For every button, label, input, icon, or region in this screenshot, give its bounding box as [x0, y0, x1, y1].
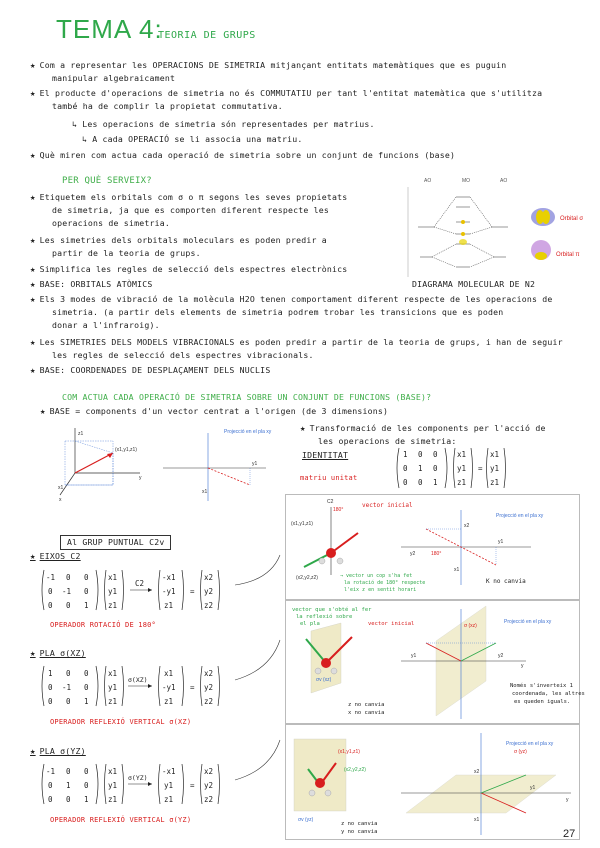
- svg-text:0: 0: [48, 697, 53, 706]
- xz-vec-initial: vector inicial: [368, 621, 415, 627]
- svg-text:180°: 180°: [431, 551, 442, 557]
- star-icon: ★: [30, 747, 36, 757]
- svg-text:0: 0: [66, 795, 71, 804]
- mo-col-label: AO: [424, 178, 432, 184]
- svg-text:0: 0: [48, 683, 53, 692]
- svg-text:-x1: -x1: [162, 767, 176, 776]
- intro-line-6: ↳ A cada OPERACIÓ se li associa una matriu.: [82, 134, 303, 144]
- svg-text:1: 1: [84, 601, 89, 610]
- page-subtitle: TEORIA DE GRUPS: [158, 30, 256, 41]
- svg-text:1: 1: [66, 781, 71, 790]
- yz-matrix: [40, 760, 235, 810]
- intro-line-2: manipular algebraicament: [52, 73, 176, 83]
- svg-text:1: 1: [84, 697, 89, 706]
- xz-plane-label: σv (xz): [316, 677, 332, 683]
- xz-caption: OPERADOR REFLEXIÓ VERTICAL σ(XZ): [50, 718, 192, 726]
- page-title: TEMA 4:: [56, 14, 163, 44]
- star-icon: ★: [30, 236, 36, 246]
- c2-proj-label: Projecció en el pla xy: [496, 513, 544, 519]
- svg-text:y1: y1: [411, 653, 417, 659]
- svg-text:z2: z2: [204, 795, 214, 804]
- svg-text:z1: z1: [108, 697, 118, 706]
- yz-c2: (x2,y2,z2): [344, 767, 366, 773]
- c2-coord1: (x1,y1,z1): [291, 521, 313, 527]
- star-icon: ★: [30, 649, 36, 659]
- why-line: ★ BASE: COORDENADES DE DESPLAÇAMENT DELS NUCLIS: [30, 365, 271, 376]
- yz-y-nc: y no canvia: [341, 829, 378, 835]
- why-line: ★ Els 3 modes de vibració de la molècula H2O tenen comportament diferent respecte de les operacions de: [30, 294, 553, 305]
- svg-text:0: 0: [48, 601, 53, 610]
- mo-diagram-caption: DIAGRAMA MOLECULAR DE N2: [412, 279, 536, 289]
- svg-text:0: 0: [84, 587, 89, 596]
- svg-text:1: 1: [403, 450, 408, 459]
- xz-note-right1: Només s'inverteix 1: [510, 683, 573, 689]
- svg-text:-1: -1: [62, 683, 72, 692]
- svg-text:C2: C2: [327, 499, 334, 505]
- group-heading: Al GRUP PUNTUAL C2v: [60, 535, 171, 550]
- svg-text:y1: y1: [108, 683, 118, 692]
- svg-text:x2: x2: [464, 523, 470, 529]
- xz-title: ★ PLA σ(XZ): [30, 648, 86, 659]
- identity-matrix: [395, 445, 515, 491]
- svg-text:-1: -1: [46, 767, 56, 776]
- star-icon: ★: [30, 151, 36, 161]
- xz-op-label: σ(XZ): [128, 676, 148, 684]
- mo-col-label: AO: [500, 178, 508, 184]
- yz-z-nc: z no canvia: [341, 821, 378, 827]
- xz-matrix: [40, 662, 235, 712]
- svg-text:y1: y1: [164, 781, 174, 790]
- svg-text:y2: y2: [410, 551, 416, 557]
- axes-3d-svg: [55, 423, 145, 503]
- xz-note-top3: el pla: [300, 621, 320, 627]
- svg-text:y2: y2: [204, 683, 214, 692]
- svg-text:y2: y2: [204, 587, 214, 596]
- xz-proj-label: Projecció en el pla xy: [504, 619, 552, 625]
- svg-text:0: 0: [403, 478, 408, 487]
- yz-plane-label: σv (yz): [298, 817, 314, 823]
- svg-text:-y1: -y1: [162, 683, 176, 692]
- star-icon: ★: [30, 89, 36, 99]
- yz-proj-plane: σ (yz): [514, 749, 527, 755]
- svg-text:0: 0: [66, 573, 71, 582]
- svg-text:y1: y1: [108, 587, 118, 596]
- mo-diagram: [400, 172, 584, 282]
- why-line: donar a l'infraroig).: [52, 320, 160, 330]
- svg-text:x1: x1: [58, 485, 64, 491]
- transform-line-2: les operacions de simetria:: [318, 436, 457, 446]
- svg-text:x1: x1: [202, 489, 208, 495]
- svg-text:x1: x1: [108, 573, 118, 582]
- svg-text:y1: y1: [498, 539, 504, 545]
- connector-arrows: [230, 540, 290, 820]
- projection-xy-svg: [158, 423, 272, 503]
- vec-coord-label: (x1,y1,z1): [115, 447, 137, 453]
- svg-text:0: 0: [403, 464, 408, 473]
- svg-text:0: 0: [433, 450, 438, 459]
- why-line: partir de la teoria de grups.: [52, 248, 201, 258]
- svg-text:z1: z1: [457, 478, 467, 487]
- mo-diagram-svg: [400, 172, 584, 282]
- yz-matrix-svg: [40, 760, 235, 810]
- svg-text:-x1: -x1: [162, 573, 176, 582]
- star-icon: ★: [30, 338, 36, 348]
- xz-note-right2: coordenada, les altres: [512, 691, 585, 697]
- xz-figure-svg: [286, 601, 585, 723]
- page-number: 27: [563, 828, 576, 840]
- identity-matrix-svg: [395, 445, 515, 491]
- svg-text:y1: y1: [530, 785, 536, 791]
- svg-text:z2: z2: [204, 601, 214, 610]
- svg-text:0: 0: [48, 795, 53, 804]
- identity-matrix-label: matriu unitat: [300, 474, 358, 482]
- transform-line: ★ Transformació de les components per l'acció de: [300, 423, 546, 434]
- svg-text:z1: z1: [164, 795, 174, 804]
- yz-op-label: σ(YZ): [128, 774, 148, 782]
- svg-text:0: 0: [66, 669, 71, 678]
- why-line: ★ BASE: ORBITALS ATÒMICS: [30, 279, 153, 290]
- why-line: operacions de simetria.: [52, 218, 170, 228]
- svg-text:z1: z1: [108, 795, 118, 804]
- c2-note3: l'eix z en sentit horari: [344, 587, 417, 593]
- svg-text:0: 0: [84, 669, 89, 678]
- why-line: de simetria, ja que es comporten diferent respecte les: [52, 205, 329, 215]
- orbital-sigma-label: Orbital σ: [560, 216, 584, 222]
- intro-line-7: ★ Què miren com actua cada operació de simetria sobre un conjunt de funcions (base): [30, 150, 456, 161]
- axes-3d-figure: [55, 423, 145, 503]
- svg-text:z1: z1: [108, 601, 118, 610]
- star-icon: ★: [30, 280, 36, 290]
- xz-x-nc: x no canvia: [348, 710, 385, 716]
- svg-text:-1: -1: [62, 587, 72, 596]
- yz-figure-svg: [286, 725, 579, 839]
- svg-text:x2: x2: [204, 767, 214, 776]
- proj-label: Projecció en el pla xy: [224, 429, 272, 435]
- yz-figure-box: [285, 724, 580, 840]
- xz-note-top2: la reflexió sobre: [296, 614, 353, 620]
- c2-note2: la rotació de 180° respecte: [344, 580, 426, 586]
- svg-text:=: =: [190, 781, 195, 790]
- svg-text:0: 0: [84, 683, 89, 692]
- intro-line-4: també ha de complir la propietat commutativa.: [52, 101, 283, 111]
- star-icon: ★: [30, 193, 36, 203]
- xz-matrix-svg: [40, 662, 235, 712]
- orbital-pi-label: Orbital π: [556, 252, 580, 258]
- xz-note-top1: vector que s'obté al fer: [292, 607, 372, 613]
- mo-col-label: MO: [462, 178, 471, 184]
- svg-text:x2: x2: [204, 669, 214, 678]
- svg-text:y1: y1: [108, 781, 118, 790]
- yz-title: ★ PLA σ(YZ): [30, 746, 86, 757]
- svg-text:0: 0: [48, 781, 53, 790]
- base-line: ★ BASE = components d'un vector centrat a l'origen (de 3 dimensions): [40, 406, 389, 417]
- svg-text:-1: -1: [46, 573, 56, 582]
- svg-text:=: =: [190, 587, 195, 596]
- svg-text:y1: y1: [457, 464, 467, 473]
- svg-text:-y1: -y1: [162, 587, 176, 596]
- c2-figure-box: [285, 494, 580, 600]
- svg-text:x2: x2: [474, 769, 480, 775]
- svg-text:0: 0: [66, 697, 71, 706]
- why-line: les regles de selecció dels espectres vibracionals.: [52, 350, 314, 360]
- intro-line-3: ★ El producte d'operacions de simetria no és COMMUTATIU per tant l'entitat matemàtica que s'utilitza: [30, 88, 543, 99]
- c2-caption: OPERADOR ROTACIÓ DE 180°: [50, 621, 156, 629]
- svg-text:0: 0: [66, 601, 71, 610]
- svg-text:0: 0: [66, 767, 71, 776]
- svg-text:1: 1: [84, 795, 89, 804]
- why-line: ★ Simplifica les regles de selecció dels espectres electrònics: [30, 264, 348, 275]
- svg-text:1: 1: [433, 478, 438, 487]
- star-icon: ★: [30, 61, 36, 71]
- svg-text:σ (xz): σ (xz): [464, 623, 477, 629]
- c2-title: ★ EIXOS C2: [30, 551, 81, 562]
- star-icon: ★: [30, 366, 36, 376]
- star-icon: ★: [30, 265, 36, 275]
- svg-text:x1: x1: [457, 450, 467, 459]
- why-heading: PER QUÈ SERVEIX?: [62, 176, 152, 186]
- svg-text:y: y: [139, 475, 142, 481]
- yz-proj-label: Projecció en el pla xy: [506, 741, 554, 747]
- projection-xy-figure: [158, 423, 272, 503]
- svg-text:x: x: [59, 497, 62, 503]
- why-line: ★ Etiquetem els orbitals com σ o π segons les seves propietats: [30, 192, 348, 203]
- svg-text:1: 1: [48, 669, 53, 678]
- xz-note-right3: es queden iguals.: [514, 699, 571, 705]
- intro-line-5: ↳ Les operacions de simetria són representades per matrius.: [72, 119, 375, 129]
- svg-text:=: =: [190, 683, 195, 692]
- star-icon: ★: [300, 424, 306, 434]
- svg-text:y: y: [521, 663, 524, 669]
- svg-text:x2: x2: [204, 573, 214, 582]
- svg-text:y2: y2: [498, 653, 504, 659]
- svg-text:z1: z1: [490, 478, 500, 487]
- star-icon: ★: [30, 552, 36, 562]
- identity-label: IDENTITAT: [302, 450, 349, 460]
- intro-line-1: ★ Com a representar les OPERACIONS DE SIMETRIA mitjançant entitats matemàtiques que es puguin: [30, 60, 507, 71]
- svg-text:x1: x1: [108, 669, 118, 678]
- c2-coord2: (x2,y2,z2): [296, 575, 318, 581]
- why-line: simetria. (a partir dels elements de simetria podrem trobar les transicions que es poden: [52, 307, 504, 317]
- svg-text:0: 0: [84, 781, 89, 790]
- functions-heading: COM ACTUA CADA OPERACIÓ DE SIMETRIA SOBRE UN CONJUNT DE FUNCIONS (BASE)?: [62, 392, 432, 402]
- svg-text:0: 0: [48, 587, 53, 596]
- svg-text:0: 0: [418, 450, 423, 459]
- svg-text:y1: y1: [490, 464, 500, 473]
- svg-text:y1: y1: [252, 461, 258, 467]
- c2-matrix: [40, 566, 235, 616]
- c2-matrix-svg: [40, 566, 235, 616]
- c2-no-change: K no canvia: [486, 578, 526, 585]
- c2-vec-initial: vector inicial: [362, 502, 413, 509]
- svg-text:z1: z1: [164, 697, 174, 706]
- svg-text:=: =: [478, 464, 483, 473]
- why-line: ★ Les SIMETRIES DELS MODELS VIBRACIONALS es poden predir a partir de la teoria de grups, i han de seguir: [30, 337, 563, 348]
- svg-text:x1: x1: [490, 450, 500, 459]
- c2-figure-svg: [286, 495, 579, 599]
- c2-angle: 180°: [333, 507, 344, 513]
- svg-text:z1: z1: [78, 431, 84, 437]
- c2-op-label: C2: [135, 579, 145, 588]
- xz-figure-box: [285, 600, 585, 724]
- xz-z-nc: z no canvia: [348, 702, 385, 708]
- svg-text:x1: x1: [454, 567, 460, 573]
- c2-note1: → vector un cop s'ha fet: [340, 573, 413, 579]
- svg-text:0: 0: [418, 478, 423, 487]
- why-line: ★ Les simetries dels orbitals moleculars es poden predir a: [30, 235, 327, 246]
- svg-text:x1: x1: [474, 817, 480, 823]
- svg-text:x1: x1: [108, 767, 118, 776]
- svg-text:z2: z2: [204, 697, 214, 706]
- yz-c1: (x1,y1,z1): [338, 749, 360, 755]
- svg-text:1: 1: [418, 464, 423, 473]
- svg-text:y: y: [566, 797, 569, 803]
- svg-text:x1: x1: [164, 669, 174, 678]
- svg-text:y2: y2: [204, 781, 214, 790]
- svg-text:0: 0: [433, 464, 438, 473]
- svg-text:0: 0: [84, 573, 89, 582]
- star-icon: ★: [40, 407, 46, 417]
- svg-text:0: 0: [84, 767, 89, 776]
- svg-text:z1: z1: [164, 601, 174, 610]
- yz-caption: OPERADOR REFLEXIÓ VERTICAL σ(YZ): [50, 816, 192, 824]
- star-icon: ★: [30, 295, 36, 305]
